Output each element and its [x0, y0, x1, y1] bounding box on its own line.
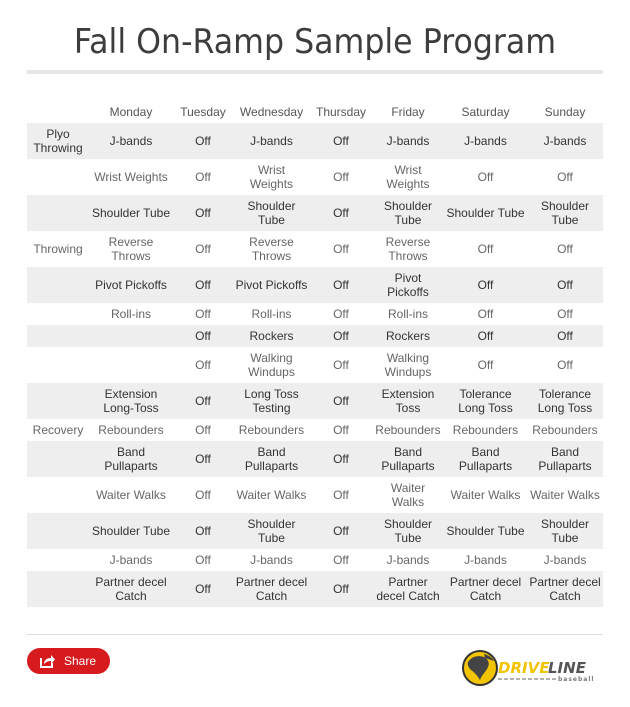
cell-thursday: Off [310, 549, 372, 571]
cell-monday: Rebounders [89, 419, 173, 441]
cell-saturday: Partner decel Catch [444, 571, 527, 607]
table-row [27, 571, 603, 607]
table-row [27, 549, 603, 571]
cell-category [27, 477, 89, 513]
cell-sunday: J-bands [527, 549, 603, 571]
cell-friday: Walking Windups [372, 347, 444, 383]
cell-category: Plyo Throwing [27, 123, 89, 159]
cell-saturday: Shoulder Tube [444, 513, 527, 549]
cell-friday: Shoulder Tube [372, 195, 444, 231]
cell-tuesday: Off [173, 549, 233, 571]
cell-tuesday: Off [173, 513, 233, 549]
cell-monday [89, 347, 173, 383]
table-row [27, 159, 603, 195]
cell-friday: Shoulder Tube [372, 513, 444, 549]
cell-category: Recovery [27, 419, 89, 441]
cell-sunday: Waiter Walks [527, 477, 603, 513]
cell-thursday: Off [310, 267, 372, 303]
cell-category [27, 195, 89, 231]
svg-text:DRIVE: DRIVE [498, 659, 550, 677]
header-row [27, 100, 603, 123]
cell-sunday: Band Pullaparts [527, 441, 603, 477]
cell-friday: J-bands [372, 549, 444, 571]
cell-saturday: Off [444, 267, 527, 303]
cell-friday: J-bands [372, 123, 444, 159]
cell-tuesday: Off [173, 325, 233, 347]
cell-tuesday: Off [173, 571, 233, 607]
cell-sunday: Tolerance Long Toss [527, 383, 603, 419]
cell-category: Throwing [27, 231, 89, 267]
header-sunday: Sunday [544, 104, 586, 119]
cell-thursday: Off [310, 123, 372, 159]
share-button[interactable] [27, 648, 110, 674]
cell-wednesday: Pivot Pickoffs [233, 267, 310, 303]
cell-wednesday: J-bands [233, 549, 310, 571]
cell-friday: Band Pullaparts [372, 441, 444, 477]
driveline-logo [460, 648, 600, 688]
cell-monday: Wrist Weights [89, 159, 173, 195]
cell-sunday: Shoulder Tube [527, 513, 603, 549]
cell-wednesday: Shoulder Tube [233, 513, 310, 549]
cell-thursday: Off [310, 347, 372, 383]
cell-tuesday: Off [173, 383, 233, 419]
share-icon [40, 654, 56, 668]
cell-wednesday: Partner decel Catch [233, 571, 310, 607]
cell-monday: Extension Long-Toss [89, 383, 173, 419]
cell-sunday: Off [527, 303, 603, 325]
table-row [27, 441, 603, 477]
cell-saturday: Rebounders [444, 419, 527, 441]
cell-sunday: Off [527, 159, 603, 195]
cell-monday: Shoulder Tube [89, 513, 173, 549]
share-label: Share [64, 654, 97, 668]
cell-monday: J-bands [89, 549, 173, 571]
title-divider [27, 70, 603, 74]
cell-thursday: Off [310, 383, 372, 419]
cell-monday: Roll-ins [89, 303, 173, 325]
table-row [27, 347, 603, 383]
table-row [27, 267, 603, 303]
cell-thursday: Off [310, 159, 372, 195]
header-category [27, 100, 89, 123]
svg-text:LINE: LINE [548, 659, 586, 677]
table-row [27, 325, 603, 347]
cell-tuesday: Off [173, 347, 233, 383]
footer-divider [27, 634, 603, 635]
cell-thursday: Off [310, 325, 372, 347]
cell-monday: Shoulder Tube [89, 195, 173, 231]
table-row [27, 513, 603, 549]
cell-category [27, 383, 89, 419]
cell-category [27, 347, 89, 383]
cell-wednesday: Shoulder Tube [233, 195, 310, 231]
cell-wednesday: Rebounders [233, 419, 310, 441]
header-tuesday: Tuesday [180, 104, 226, 119]
svg-text:baseball: baseball [558, 676, 595, 683]
cell-wednesday: Band Pullaparts [233, 441, 310, 477]
header-saturday: Saturday [461, 104, 510, 119]
cell-wednesday: Reverse Throws [233, 231, 310, 267]
cell-sunday: J-bands [527, 123, 603, 159]
cell-tuesday: Off [173, 231, 233, 267]
cell-friday: Pivot Pickoffs [372, 267, 444, 303]
table-row [27, 477, 603, 513]
table-row [27, 195, 603, 231]
cell-saturday: Off [444, 303, 527, 325]
cell-tuesday: Off [173, 195, 233, 231]
page-title: Fall On-Ramp Sample Program [73, 22, 557, 62]
cell-wednesday: Walking Windups [233, 347, 310, 383]
cell-sunday: Shoulder Tube [527, 195, 603, 231]
program-table [27, 100, 603, 607]
cell-monday: Pivot Pickoffs [89, 267, 173, 303]
cell-friday: Rockers [372, 325, 444, 347]
cell-thursday: Off [310, 419, 372, 441]
cell-tuesday: Off [173, 419, 233, 441]
header-wednesday: Wednesday [239, 104, 304, 119]
cell-category [27, 549, 89, 571]
cell-monday [89, 325, 173, 347]
cell-sunday: Partner decel Catch [527, 571, 603, 607]
cell-wednesday: J-bands [233, 123, 310, 159]
cell-saturday: Off [444, 325, 527, 347]
table-row [27, 231, 603, 267]
header-friday: Friday [391, 104, 425, 119]
cell-sunday: Off [527, 267, 603, 303]
cell-tuesday: Off [173, 159, 233, 195]
cell-sunday: Off [527, 231, 603, 267]
cell-wednesday: Long Toss Testing [233, 383, 310, 419]
cell-category [27, 571, 89, 607]
cell-monday: Reverse Throws [89, 231, 173, 267]
cell-thursday: Off [310, 231, 372, 267]
cell-wednesday: Roll-ins [233, 303, 310, 325]
cell-tuesday: Off [173, 477, 233, 513]
cell-friday: Wrist Weights [372, 159, 444, 195]
cell-friday: Waiter Walks [372, 477, 444, 513]
cell-saturday: Off [444, 347, 527, 383]
cell-saturday: Shoulder Tube [444, 195, 527, 231]
cell-category [27, 267, 89, 303]
cell-saturday: Waiter Walks [444, 477, 527, 513]
cell-thursday: Off [310, 195, 372, 231]
cell-thursday: Off [310, 513, 372, 549]
cell-category [27, 441, 89, 477]
cell-tuesday: Off [173, 123, 233, 159]
table-row [27, 303, 603, 325]
cell-thursday: Off [310, 477, 372, 513]
table-row [27, 383, 603, 419]
cell-friday: Roll-ins [372, 303, 444, 325]
cell-saturday: Off [444, 159, 527, 195]
cell-tuesday: Off [173, 267, 233, 303]
cell-category [27, 159, 89, 195]
cell-sunday: Off [527, 325, 603, 347]
cell-monday: Waiter Walks [89, 477, 173, 513]
cell-friday: Reverse Throws [372, 231, 444, 267]
cell-category [27, 325, 89, 347]
cell-tuesday: Off [173, 303, 233, 325]
cell-wednesday: Rockers [233, 325, 310, 347]
cell-thursday: Off [310, 571, 372, 607]
cell-saturday: Band Pullaparts [444, 441, 527, 477]
cell-monday: Partner decel Catch [89, 571, 173, 607]
cell-sunday: Off [527, 347, 603, 383]
table-row [27, 419, 603, 441]
cell-saturday: J-bands [444, 123, 527, 159]
cell-sunday: Rebounders [527, 419, 603, 441]
cell-tuesday: Off [173, 441, 233, 477]
cell-friday: Rebounders [372, 419, 444, 441]
cell-wednesday: Waiter Walks [233, 477, 310, 513]
cell-monday: J-bands [89, 123, 173, 159]
header-thursday: Thursday [315, 104, 367, 119]
cell-category [27, 303, 89, 325]
cell-saturday: J-bands [444, 549, 527, 571]
cell-thursday: Off [310, 441, 372, 477]
cell-category [27, 513, 89, 549]
cell-wednesday: Wrist Weights [233, 159, 310, 195]
cell-saturday: Tolerance Long Toss [444, 383, 527, 419]
header-monday: Monday [109, 104, 153, 119]
cell-saturday: Off [444, 231, 527, 267]
cell-friday: Extension Toss [372, 383, 444, 419]
cell-monday: Band Pullaparts [89, 441, 173, 477]
cell-friday: Partner decel Catch [372, 571, 444, 607]
globe-icon [463, 651, 497, 685]
table-row [27, 123, 603, 159]
cell-thursday: Off [310, 303, 372, 325]
